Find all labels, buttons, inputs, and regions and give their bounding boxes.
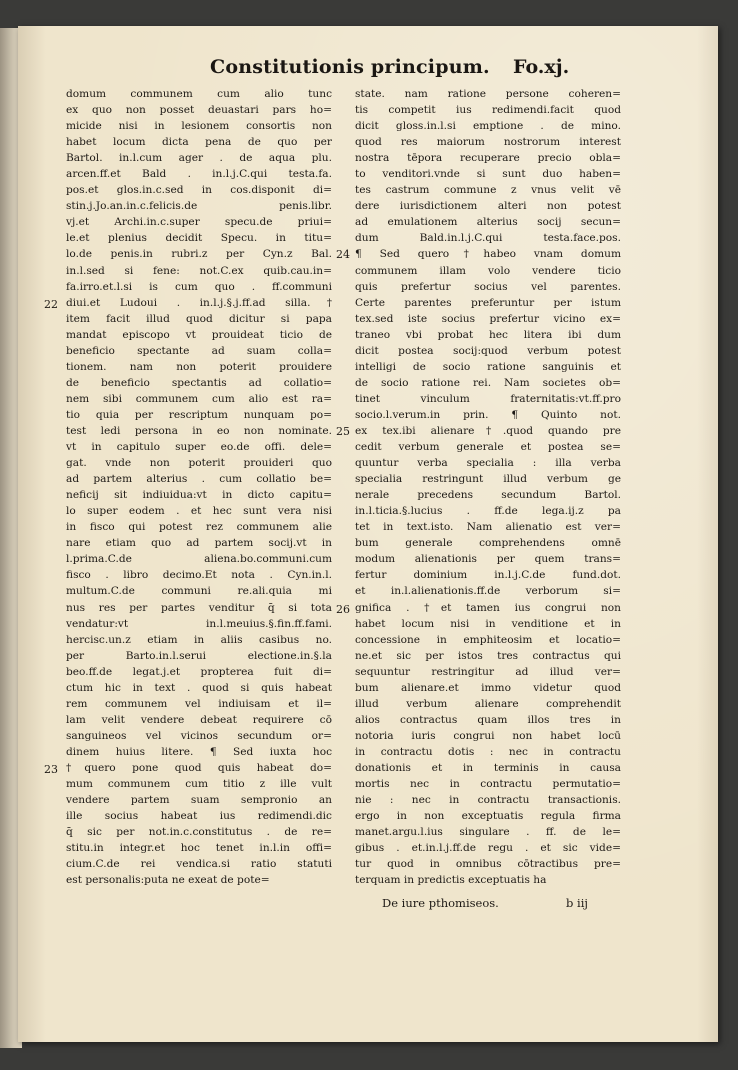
text-line: est personalis:puta ne exeat de pote= <box>66 874 270 887</box>
text-line: le.et plenius decidit Specu. in titu= <box>66 232 332 245</box>
text-line: mum communem cum titio z ille vult <box>66 778 332 791</box>
text-line: domum communem cum alio tunc <box>66 88 332 100</box>
text-line: donationis et in terminis in causa <box>355 761 621 774</box>
text-line: state. nam ratione persone coheren= <box>355 88 621 100</box>
text-line: tio quia per rescriptum nunquam po= <box>66 408 332 421</box>
text-line: neficij sit indiuidua:vt in dicto capitu= <box>66 489 332 502</box>
text-line: sanguineos vel vicinos secundum or= <box>66 729 332 742</box>
text-line: mandat episcopo vt prouideat ticio de <box>66 328 332 341</box>
text-line: dicit postea socij:quod verbum potest <box>355 344 621 357</box>
text-line: et in.l.alienationis.ff.de verborum si= <box>355 585 621 598</box>
text-line: bum alienare.et immo videtur quod <box>355 681 621 694</box>
text-line: tis competit ius redimendi.facit quod <box>355 104 621 117</box>
text-line: l.prima.C.de aliena.bo.communi.cum <box>66 553 332 566</box>
text-line: stitu.in integr.et hoc tenet in.l.in offi= <box>66 842 332 855</box>
signature-mark: b iij <box>566 896 588 910</box>
text-line: tinet vinculum fraternitatis:vt.ff.pro <box>355 392 621 405</box>
text-line: nostra tēpora recuperare precio obla= <box>355 152 621 165</box>
text-line: ad partem alterius . cum collatio be= <box>66 473 332 486</box>
text-line: ¶ Sed quero†habeo vnam domum <box>355 248 621 261</box>
text-line: in.l.ticia.§.lucius . ff.de lega.ij.z pa <box>355 505 621 518</box>
text-line: quis prefertur socius vel parentes. <box>355 280 621 293</box>
text-line: stin.j.Jo.an.in.c.felicis.de penis.libr. <box>66 200 332 213</box>
text-line: bum generale comprehendens omnē <box>355 537 621 550</box>
text-line: per Barto.in.l.serui electione.in.§.la <box>66 649 332 662</box>
left-text-column <box>66 86 332 888</box>
text-line: vendere partem suam sempronio an <box>66 794 332 807</box>
text-line: micide nisi in lesionem consortis non <box>66 120 332 133</box>
text-line: gat. vnde non poterit prouideri quo <box>66 457 332 470</box>
right-text-column <box>355 86 621 888</box>
text-line: dicit gloss.in.l.si emptione . de mino. <box>355 120 621 133</box>
text-line: communem illam volo vendere ticio <box>355 264 621 277</box>
text-line: quod res maiorum nostrorum interest <box>355 136 621 149</box>
text-line: specialia restringunt illud verbum ge <box>355 473 621 486</box>
text-line: intelligi de socio ratione sanguinis et <box>355 360 621 373</box>
text-line: beo.ff.de legat.j.et propterea fuit di= <box>66 665 332 678</box>
text-line: modum alienationis per quem trans= <box>355 553 621 566</box>
text-line: fisco . libro decimo.Et nota . Cyn.in.l. <box>66 569 332 582</box>
text-line: dum Bald.in.l.j.C.qui testa.face.pos. <box>355 232 621 245</box>
text-line: pos.et glos.in.c.sed in cos.disponit di= <box>66 184 332 197</box>
text-line: fertur dominium in.l.j.C.de fund.dot. <box>355 569 621 582</box>
text-line: rem communem vel indiuisam et il= <box>66 697 332 710</box>
margin-number-23: 23 <box>44 763 58 776</box>
text-line: de socio ratione rei. Nam societes ob= <box>355 376 621 389</box>
margin-number-24: 24 <box>336 248 350 261</box>
text-line: quuntur verba specialia : illa verba <box>355 457 621 470</box>
text-line: in contractu dotis : nec in contractu <box>355 745 621 758</box>
text-line: de beneficio spectantis ad collatio= <box>66 376 332 389</box>
text-line: †quero pone quod quis habeat do= <box>66 761 332 774</box>
text-line: dinem huius litere. ¶ Sed iuxta hoc <box>66 745 332 758</box>
text-line: manet.argu.l.ius singulare . ff. de le= <box>355 826 621 839</box>
text-line: gnifica . †et tamen ius congrui non <box>355 601 621 614</box>
text-line: arcen.ff.et Bald . in.l.j.C.qui testa.fa. <box>66 168 332 181</box>
text-line: cium.C.de rei vendica.si ratio statuti <box>66 858 332 871</box>
text-line: gibus . et.in.l.j.ff.de regu . et sic vide= <box>355 842 621 855</box>
text-line: illud verbum alienare comprehendit <box>355 697 621 710</box>
text-line: in fisco qui potest rez communem alie <box>66 521 332 534</box>
text-line: ergo in non exceptuatis regula firma <box>355 810 621 823</box>
text-line: item facit illud quod dicitur si papa <box>66 312 332 325</box>
margin-number-25: 25 <box>336 425 350 438</box>
text-line: lo super eodem . et hec sunt vera nisi <box>66 505 332 518</box>
text-line: habet locum dicta pena de quo per <box>66 136 332 149</box>
text-line: sequuntur restringitur ad illud ver= <box>355 665 621 678</box>
text-line: nare etiam quo ad partem socij.vt in <box>66 537 332 550</box>
text-line: tur quod in omnibus cōtractibus pre= <box>355 858 621 871</box>
text-line: beneficio spectante ad suam colla= <box>66 344 332 357</box>
text-line: nie : nec in contractu transactionis. <box>355 794 621 807</box>
text-line: in.l.sed si fene: not.C.ex quib.cau.in= <box>66 264 332 277</box>
text-line: traneo vbi probat hec litera ibi dum <box>355 328 621 341</box>
text-line: vendatur:vt in.l.meuius.§.fin.ff.fami. <box>66 617 332 630</box>
text-line: lam velit vendere debeat requirere cō <box>66 713 332 726</box>
text-line: tionem. nam non poterit prouidere <box>66 360 332 373</box>
text-line: tes castrum commune z vnus velit vē <box>355 184 621 197</box>
text-line: test ledi persona in eo non nominate. <box>66 424 332 437</box>
text-line: q̄ sic per not.in.c.constitutus . de re= <box>66 826 332 839</box>
text-line: diui.et Ludoui . in.l.j.§.j.ff.ad silla.† <box>66 296 332 309</box>
catchword: De iure pthomiseos. <box>382 896 499 910</box>
text-line: Certe parentes preferuntur per istum <box>355 296 621 309</box>
text-line: tet in text.isto. Nam alienatio est ver= <box>355 521 621 534</box>
text-line: dere iurisdictionem alteri non potest <box>355 200 621 213</box>
folio-number: Fo.xj. <box>513 56 570 78</box>
text-line: nus res per partes venditur q̄ si tota <box>66 601 332 614</box>
text-line: ex quo non posset deuastari pars ho= <box>66 104 332 117</box>
text-line: vt in capitulo super eo.de offi. dele= <box>66 441 332 454</box>
text-line: lo.de penis.in rubri.z per Cyn.z Bal. <box>66 248 332 261</box>
text-line: ex tex.ibi alienare†.quod quando pre <box>355 424 621 437</box>
text-line: mortis nec in contractu permutatio= <box>355 778 621 791</box>
text-line: notoria iuris congrui non habet locū <box>355 729 621 742</box>
text-line: concessione in emphiteosim et locatio= <box>355 633 621 646</box>
running-title: Constitutionis principum. <box>210 56 490 78</box>
text-line: nerale precedens secundum Bartol. <box>355 489 621 502</box>
text-line: alios contractus quam illos tres in <box>355 713 621 726</box>
text-line: Bartol. in.l.cum ager . de aqua plu. <box>66 152 332 165</box>
margin-number-26: 26 <box>336 603 350 616</box>
text-line: ctum hic in text . quod si quis habeat <box>66 681 332 694</box>
text-line: nem sibi communem cum alio est ra= <box>66 392 332 405</box>
text-line: multum.C.de communi re.ali.quia mi <box>66 585 332 598</box>
text-line: to venditori.vnde si sunt duo haben= <box>355 168 621 181</box>
text-line: cedit verbum generale et postea se= <box>355 441 621 454</box>
text-line: ne.et sic per istos tres contractus qui <box>355 649 621 662</box>
text-line: vj.et Archi.in.c.super specu.de priui= <box>66 216 332 229</box>
text-line: terquam in predictis exceptuatis ha <box>355 874 547 887</box>
text-line: ille socius habeat ius redimendi.dic <box>66 810 332 823</box>
text-line: fa.irro.et.l.si is cum quo . ff.communi <box>66 280 332 293</box>
margin-number-22: 22 <box>44 298 58 311</box>
text-line: hercisc.un.z etiam in aliis casibus no. <box>66 633 332 646</box>
text-line: socio.l.verum.in prin. ¶ Quinto not. <box>355 408 621 421</box>
text-line: habet locum nisi in venditione et in <box>355 617 621 630</box>
text-line: ad emulationem alterius socij secun= <box>355 216 621 229</box>
text-line: tex.sed iste socius prefertur vicino ex= <box>355 312 621 325</box>
